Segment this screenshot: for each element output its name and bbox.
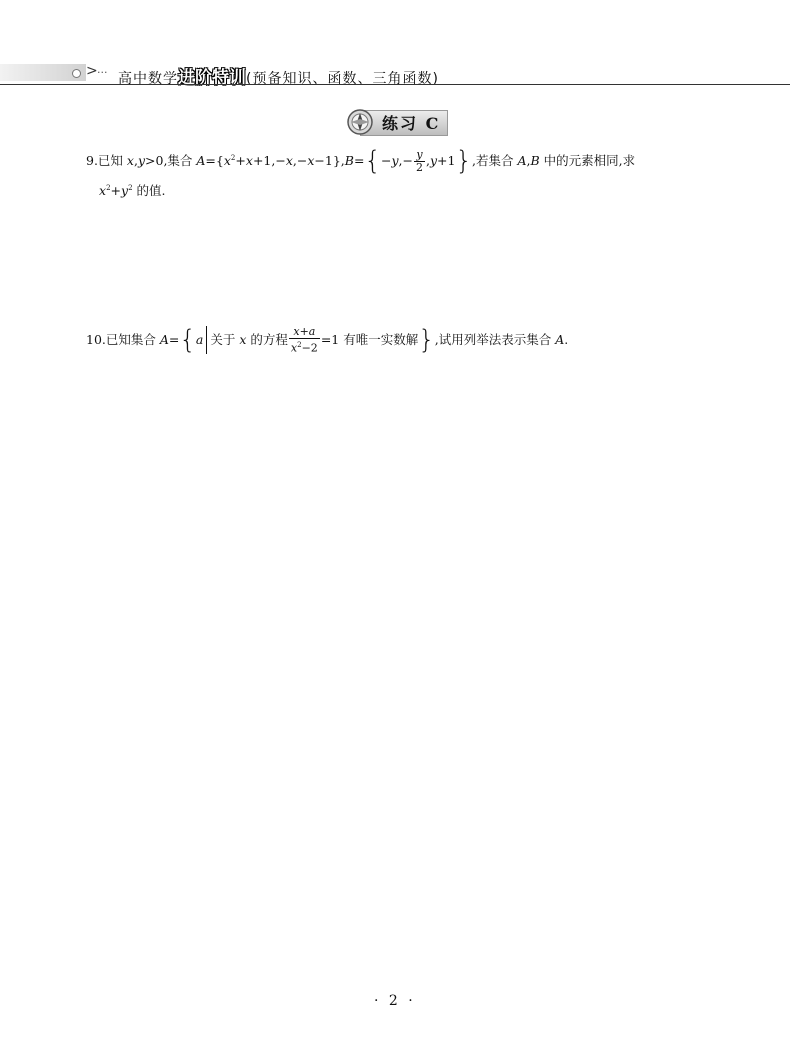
q10-text: = [168,331,180,347]
q10-var: A [555,331,565,347]
q10-fraction-den [289,339,320,355]
q10-text: 关于 [210,331,240,347]
q9-text: + [110,183,122,199]
q10-fraction [289,326,320,355]
q10-text: 10.已知集合 [86,331,160,347]
q9-text: − [380,153,392,169]
q10-var: a [308,325,316,338]
q10-fraction-num [289,326,320,339]
q10-var: a [195,331,204,347]
compass-icon [346,108,374,136]
q9-fraction-num: y [414,149,425,162]
q10-var: x [293,325,300,338]
problem-9-line-2 [99,178,166,201]
q9-var: x [285,153,293,169]
q10-text: 的方程 [246,331,288,347]
q9-text: +1,− [252,153,286,169]
q10-text: ,试用列举法表示集合 [434,331,556,347]
q9-var: y [121,183,129,199]
q9-text: 中的元素相同,求 [539,153,636,169]
q9-text: + [235,153,246,169]
q9-text: ,− [398,153,413,169]
q10-text: −2 [301,341,318,355]
q10-exponent: 2 [297,341,302,349]
q9-exponent: 2 [128,184,133,192]
q9-text: , [133,153,138,169]
q10-divider [206,326,207,354]
q9-var: x [126,153,134,169]
chevron-right-icon: > [86,63,98,79]
q9-var: x [99,183,107,199]
header-title-emphasis: 进阶特训 [178,68,246,88]
problem-10 [86,326,568,355]
q9-exponent: 2 [106,184,111,192]
q10-var: x [239,331,247,347]
q9-var: x [307,153,315,169]
q9-text: 的值. [132,183,166,199]
problem-9 [86,146,636,177]
q9-var: B [530,153,540,169]
q9-text: >0,集合 [145,153,197,169]
q9-var: x [245,153,253,169]
q9-var: B [344,153,354,169]
page-number: · 2 · [374,993,416,1009]
q9-text: ,若集合 [472,153,518,169]
q9-exponent: 2 [230,154,236,162]
header-rule [0,84,790,85]
q10-var: x [290,341,298,355]
q10-var: A [159,331,169,347]
q9-var: A [196,153,206,169]
q9-text: 9.已知 [86,153,127,169]
q10-left-brace: { [179,324,196,355]
q9-fraction-den: 2 [415,161,423,175]
q10-text: . [564,331,569,347]
q9-var: y [429,153,438,169]
section-badge [346,108,446,135]
q9-right-brace: } [455,146,472,177]
q9-text: ,− [292,153,308,169]
section-title: 练习 C [382,114,441,133]
q10-text: =1 有唯一实数解 [320,331,419,347]
q10-right-brace: } [418,324,435,355]
q9-text: = [353,153,365,169]
q9-text: , [526,153,531,169]
q9-text: ={ [205,153,224,169]
q9-text: −1}, [314,153,345,169]
q9-var: y [391,153,399,169]
header-circle-icon [72,69,81,78]
q9-var: x [223,153,231,169]
q10-text: + [299,325,309,338]
q9-text: , [425,153,430,169]
q9-var: A [517,153,527,169]
q9-text: +1 [437,153,456,169]
header-title-prefix: 高中数学 [118,71,178,87]
q9-fraction [414,149,425,174]
header-title-suffix: (预备知识、函数、三角函数) [246,71,439,87]
ellipsis-icon: ··· [97,66,108,79]
q9-var: y [137,153,146,169]
q9-left-brace: { [364,146,381,177]
